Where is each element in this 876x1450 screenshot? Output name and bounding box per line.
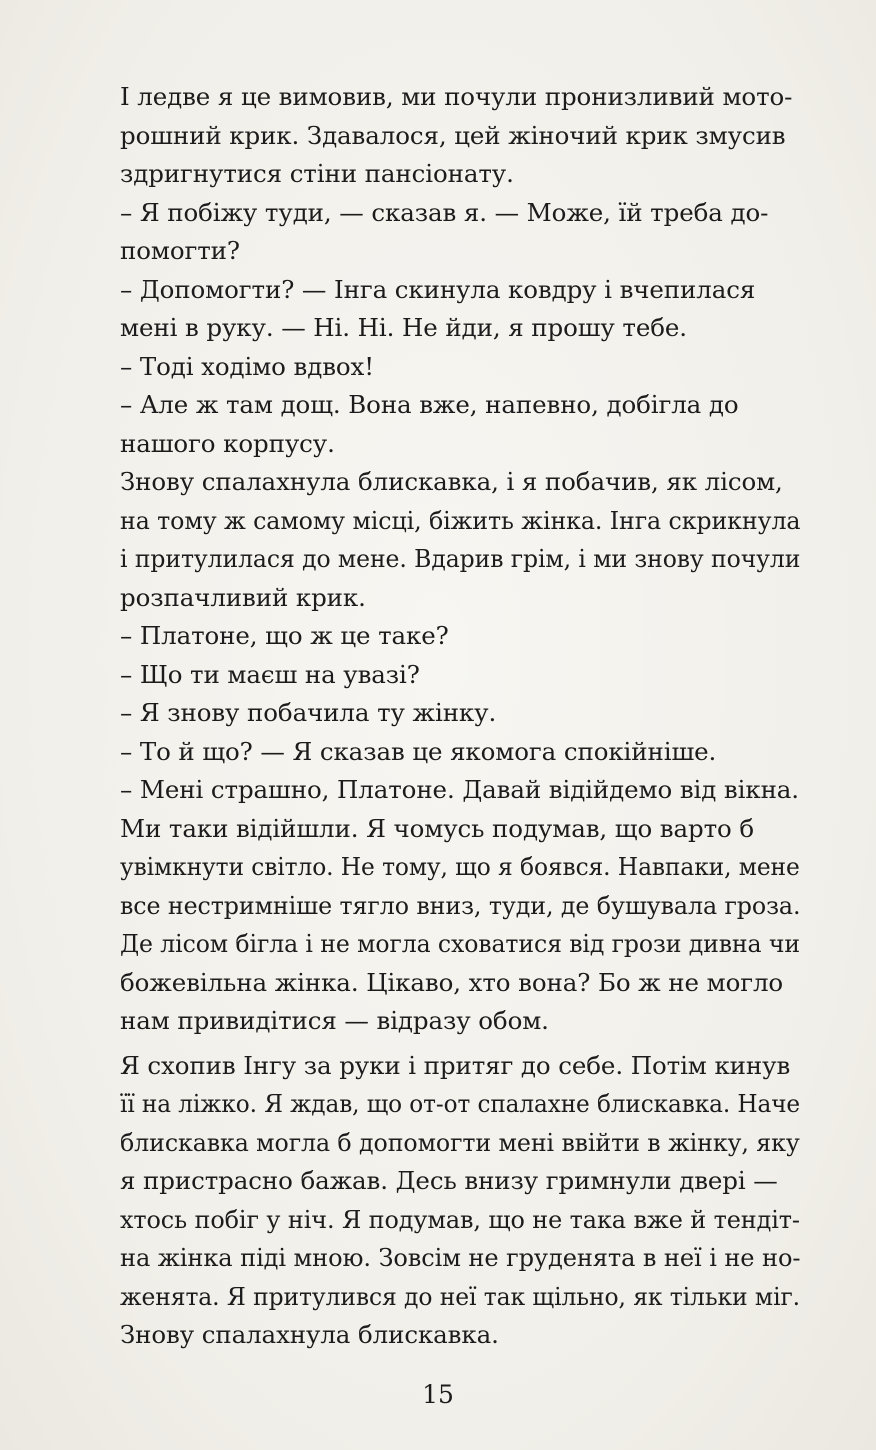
- text-line: я пристрасно бажав. Десь внизу гримнули двері —: [120, 1166, 778, 1195]
- text-line: її на ліжко. Я ждав, що от-от спалахне блискавка. Наче: [120, 1089, 801, 1118]
- text-line: хтось побіг у ніч. Я подумав, що не така вже й тендіт-: [120, 1204, 800, 1234]
- text-line: – Допомогти? — Інга скинула ковдру і вчепилася: [120, 274, 756, 304]
- text-line: – Що ти маєш на увазі?: [120, 659, 420, 689]
- text-line: розпачливий крик.: [120, 582, 366, 612]
- text-line: помогти?: [120, 236, 240, 265]
- text-line: – Я знову побачила ту жінку.: [120, 698, 497, 727]
- text-line: Де лісом бігла і не могла сховатися від грози дивна чи: [120, 929, 800, 958]
- text-line: – Але ж там дощ. Вона вже, напевно, добігла до: [120, 390, 739, 419]
- text-line: рошний крик. Здавалося, цей жіночий крик змусив: [120, 120, 786, 150]
- text-line: нам привидітися — відразу обом.: [120, 1006, 549, 1035]
- text-line: Знову спалахнула блискавка.: [120, 1320, 499, 1349]
- text-line: нашого корпусу.: [120, 428, 335, 458]
- text-line: і притулилася до мене. Вдарив грім, і ми знову почули: [120, 544, 801, 573]
- text-line: на жінка піді мною. Зовсім не груденята в неї і не но-: [120, 1243, 801, 1272]
- text-line: Знову спалахнула блискавка, і я побачив, як лісом,: [120, 467, 783, 496]
- text-line: на тому ж самому місці, біжить жінка. Інга скрикнула: [120, 505, 801, 535]
- text-line: блискавка могла б допомогти мені ввійти в жінку, яку: [120, 1127, 800, 1157]
- text-line: – Я побіжу туди, — сказав я. — Може, їй треба до-: [120, 197, 769, 227]
- text-line: здригнутися стіни пансіонату.: [120, 159, 514, 188]
- text-line: женята. Я притулився до неї так щільно, як тільки міг.: [120, 1281, 801, 1311]
- text-line: все нестримніше тягло вниз, туди, де бушувала гроза.: [120, 890, 801, 920]
- text-line: мені в руку. — Ні. Ні. Не йди, я прошу тебе.: [120, 313, 687, 342]
- text-line: – То й що? — Я сказав це якомога спокійніше.: [120, 736, 717, 766]
- page-number: 15: [422, 1380, 454, 1409]
- text-line: Я схопив Інгу за руки і притяг до себе. Потім кинув: [120, 1050, 791, 1080]
- body-text: [120, 78, 800, 1355]
- text-line: увімкнути світло. Не тому, що я боявся. Навпаки, мене: [120, 852, 800, 881]
- text-line: І ледве я це вимовив, ми почули пронизливий мото-: [120, 82, 793, 111]
- text-line: – Мені страшно, Платоне. Давай відійдемо від вікна.: [120, 775, 799, 804]
- text-line: божевільна жінка. Цікаво, хто вона? Бо ж не могло: [120, 967, 784, 997]
- text-line: Ми таки відійшли. Я чомусь подумав, що варто б: [120, 813, 755, 843]
- text-line: – Тоді ходімо вдвох!: [120, 351, 375, 381]
- text-line: – Платоне, що ж це таке?: [120, 621, 449, 650]
